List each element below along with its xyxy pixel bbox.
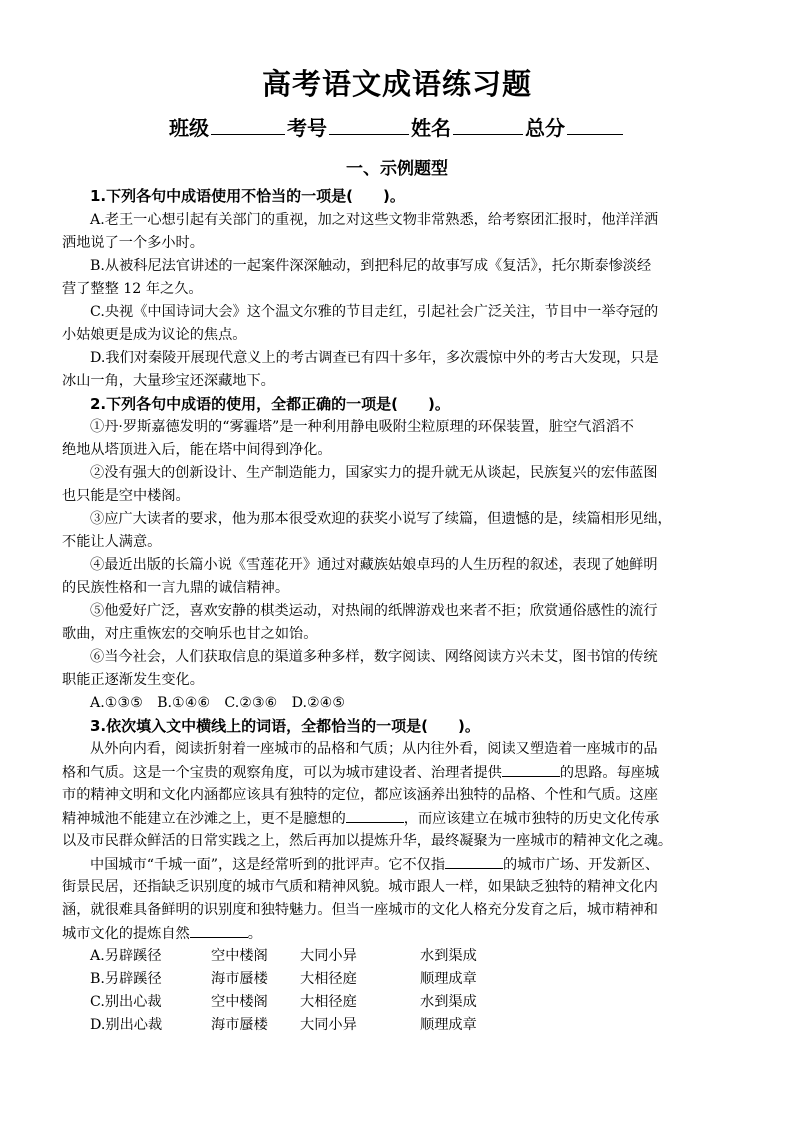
blank-2[interactable]	[346, 808, 404, 823]
q3-passage-line9	[62, 923, 732, 944]
class-blank[interactable]	[211, 116, 285, 135]
q2-sentence-5-line1: ⑤他爱好广泛，喜欢安静的棋类运动，对热闹的纸牌游戏也来者不拒；欣赏通俗感性的流行	[90, 603, 658, 619]
q2-sentence-6-line2: 职能正逐渐发生变化。	[62, 672, 204, 688]
q2-sentence-3-line2: 不能让人满意。	[62, 534, 162, 550]
q3-option-c-col2: 空中楼阁	[211, 994, 268, 1010]
exam-no-label: 考号	[287, 116, 327, 140]
q2-sentence-1-line1: ①丹·罗斯嘉德发明的“雾霾塔”是一种利用静电吸附尘粒原理的环保装置，脏空气滔滔不	[90, 419, 634, 435]
q3-option-d-col1: D.别出心裁	[90, 1017, 163, 1033]
q3-passage-text: 中国城市“千城一面”，这是经常听到的批评声。它不仅指	[90, 857, 446, 873]
q2-sentence-4-line1: ④最近出版的长篇小说《雪莲花开》通过对藏族姑娘卓玛的人生历程的叙述，表现了她鲜明	[90, 557, 658, 573]
exam-no-blank[interactable]	[329, 116, 409, 135]
q3-option-d-col4: 顺理成章	[420, 1017, 477, 1033]
blank-3[interactable]	[445, 854, 503, 869]
q3-option-b-col4: 顺理成章	[420, 971, 477, 987]
blank-4[interactable]	[190, 923, 248, 938]
q2-sentence-2-line1: ②没有强大的创新设计、生产制造能力，国家实力的提升就无从谈起，民族复兴的宏伟蓝图	[90, 465, 658, 481]
q3-passage-line6	[90, 854, 730, 875]
q3-passage-line2	[62, 762, 732, 783]
q1-option-b-line2: 营了整整 12 年之久。	[62, 281, 203, 297]
q3-option-b-col2: 海市蜃楼	[211, 971, 268, 987]
q3-option-a-col3: 大同小异	[300, 948, 357, 964]
q3-option-c-col1: C.别出心裁	[90, 994, 162, 1010]
blank-1[interactable]	[502, 762, 560, 777]
q3-passage-line5: 以及市民群众鲜活的日常实践之上，然后再加以提炼升华，最终凝聚为一座城市的精神文化之魂。	[62, 833, 673, 849]
q3-option-b-col3: 大相径庭	[300, 971, 357, 987]
q3-option-a-col2: 空中楼阁	[211, 948, 268, 964]
q3-passage-text: 的城市广场、开发新区、	[503, 857, 660, 873]
q1-option-d-line1: D.我们对秦陵开展现代意义上的考古调查已有四十多年，多次震惊中外的考古大发现，只是	[90, 350, 659, 366]
q3-passage-text: 城市文化的提炼自然	[62, 926, 190, 942]
q1-option-c-line1: C.央视《中国诗词大会》这个温文尔雅的节目走红，引起社会广泛关注，节目中一举夺冠的	[90, 304, 659, 320]
q2-sentence-6-line1: ⑥当今社会，人们获取信息的渠道多种多样，数字阅读、网络阅读方兴未艾，图书馆的传统	[90, 649, 658, 665]
name-blank[interactable]	[453, 116, 523, 135]
page-title: 高考语文成语练习题	[261, 67, 532, 101]
q3-passage-line7: 街景民居，还指缺乏识别度的城市气质和精神风貌。城市跟人一样，如果缺乏独特的精神文化内	[62, 879, 658, 895]
q3-passage-line3: 市的精神文明和文化内涵都应该具有独特的定位，都应该涵养出独特的品格、个性和气质。这座	[62, 787, 658, 803]
q3-passage-text: 格和气质。这是一个宝贵的观察角度，可以为城市建设者、治理者提供	[62, 765, 502, 781]
score-blank[interactable]	[567, 116, 623, 135]
q2-sentence-5-line2: 歌曲，对庄重恢宏的交响乐也甘之如饴。	[62, 626, 318, 642]
score-label: 总分	[525, 116, 565, 140]
q2-sentence-1-line2: 绝地从塔顶进入后，能在塔中间得到净化。	[62, 442, 332, 458]
q3-option-d-col3: 大同小异	[300, 1017, 357, 1033]
question-2-stem: 2.下列各句中成语的使用，全都正确的一项是( )。	[90, 395, 450, 413]
name-label: 姓名	[411, 116, 451, 140]
q3-passage-line4	[62, 808, 732, 829]
q3-option-a-col1: A.另辟蹊径	[90, 948, 162, 964]
q1-option-a-line2: 洒地说了一个多小时。	[62, 235, 204, 251]
q1-option-b-line1: B.从被科尼法官讲述的一起案件深深触动，到把科尼的故事写成《复活》，托尔斯泰惨淡经	[90, 258, 652, 274]
q1-option-a-line1: A.老王一心想引起有关部门的重视，加之对这些文物非常熟悉，给考察团汇报时，他洋洋洒	[90, 212, 659, 228]
class-label: 班级	[169, 116, 209, 140]
q1-option-d-line2: 冰山一角，大量珍宝还深藏地下。	[62, 373, 275, 389]
q3-passage-text: 的思路。每座城	[559, 765, 660, 781]
student-info-row	[0, 112, 794, 141]
q3-option-d-col2: 海市蜃楼	[211, 1017, 268, 1033]
question-1-stem: 1.下列各句中成语使用不恰当的一项是( )。	[90, 187, 405, 205]
q3-option-c-col3: 大相径庭	[300, 994, 357, 1010]
q2-sentence-3-line1: ③应广大读者的要求，他为那本很受欢迎的获奖小说写了续篇，但遗憾的是，续篇相形见绌，	[90, 511, 672, 527]
q2-answer-options: A.①③⑤ B.①④⑥ C.②③⑥ D.②④⑤	[90, 695, 346, 711]
question-3-stem: 3.依次填入文中横线上的词语，全都恰当的一项是( )。	[90, 717, 480, 735]
q3-passage-text: 精神城池不能建立在沙滩之上，更不是臆想的	[62, 811, 346, 827]
q2-sentence-2-line2: 也只能是空中楼阁。	[62, 488, 190, 504]
q3-option-c-col4: 水到渠成	[420, 994, 477, 1010]
q3-option-b-col1: B.另辟蹊径	[90, 971, 162, 987]
q3-passage-text: 。	[247, 926, 262, 942]
q1-option-c-line2: 小姑娘更是成为议论的焦点。	[62, 327, 247, 343]
q3-passage-line1: 从外向内看，阅读折射着一座城市的品格和气质；从内往外看，阅读又塑造着一座城市的品	[90, 741, 658, 757]
q3-passage-text: ，而应该建立在城市独特的历史文化传承	[403, 811, 660, 827]
q2-sentence-4-line2: 的民族性格和一言九鼎的诚信精神。	[62, 580, 290, 596]
q3-passage-line8: 涵，就很难具备鲜明的识别度和独特魅力。但当一座城市的文化人格充分发育之后，城市精神和	[62, 902, 658, 918]
q3-option-a-col4: 水到渠成	[420, 948, 477, 964]
section-heading: 一、示例题型	[346, 159, 448, 179]
